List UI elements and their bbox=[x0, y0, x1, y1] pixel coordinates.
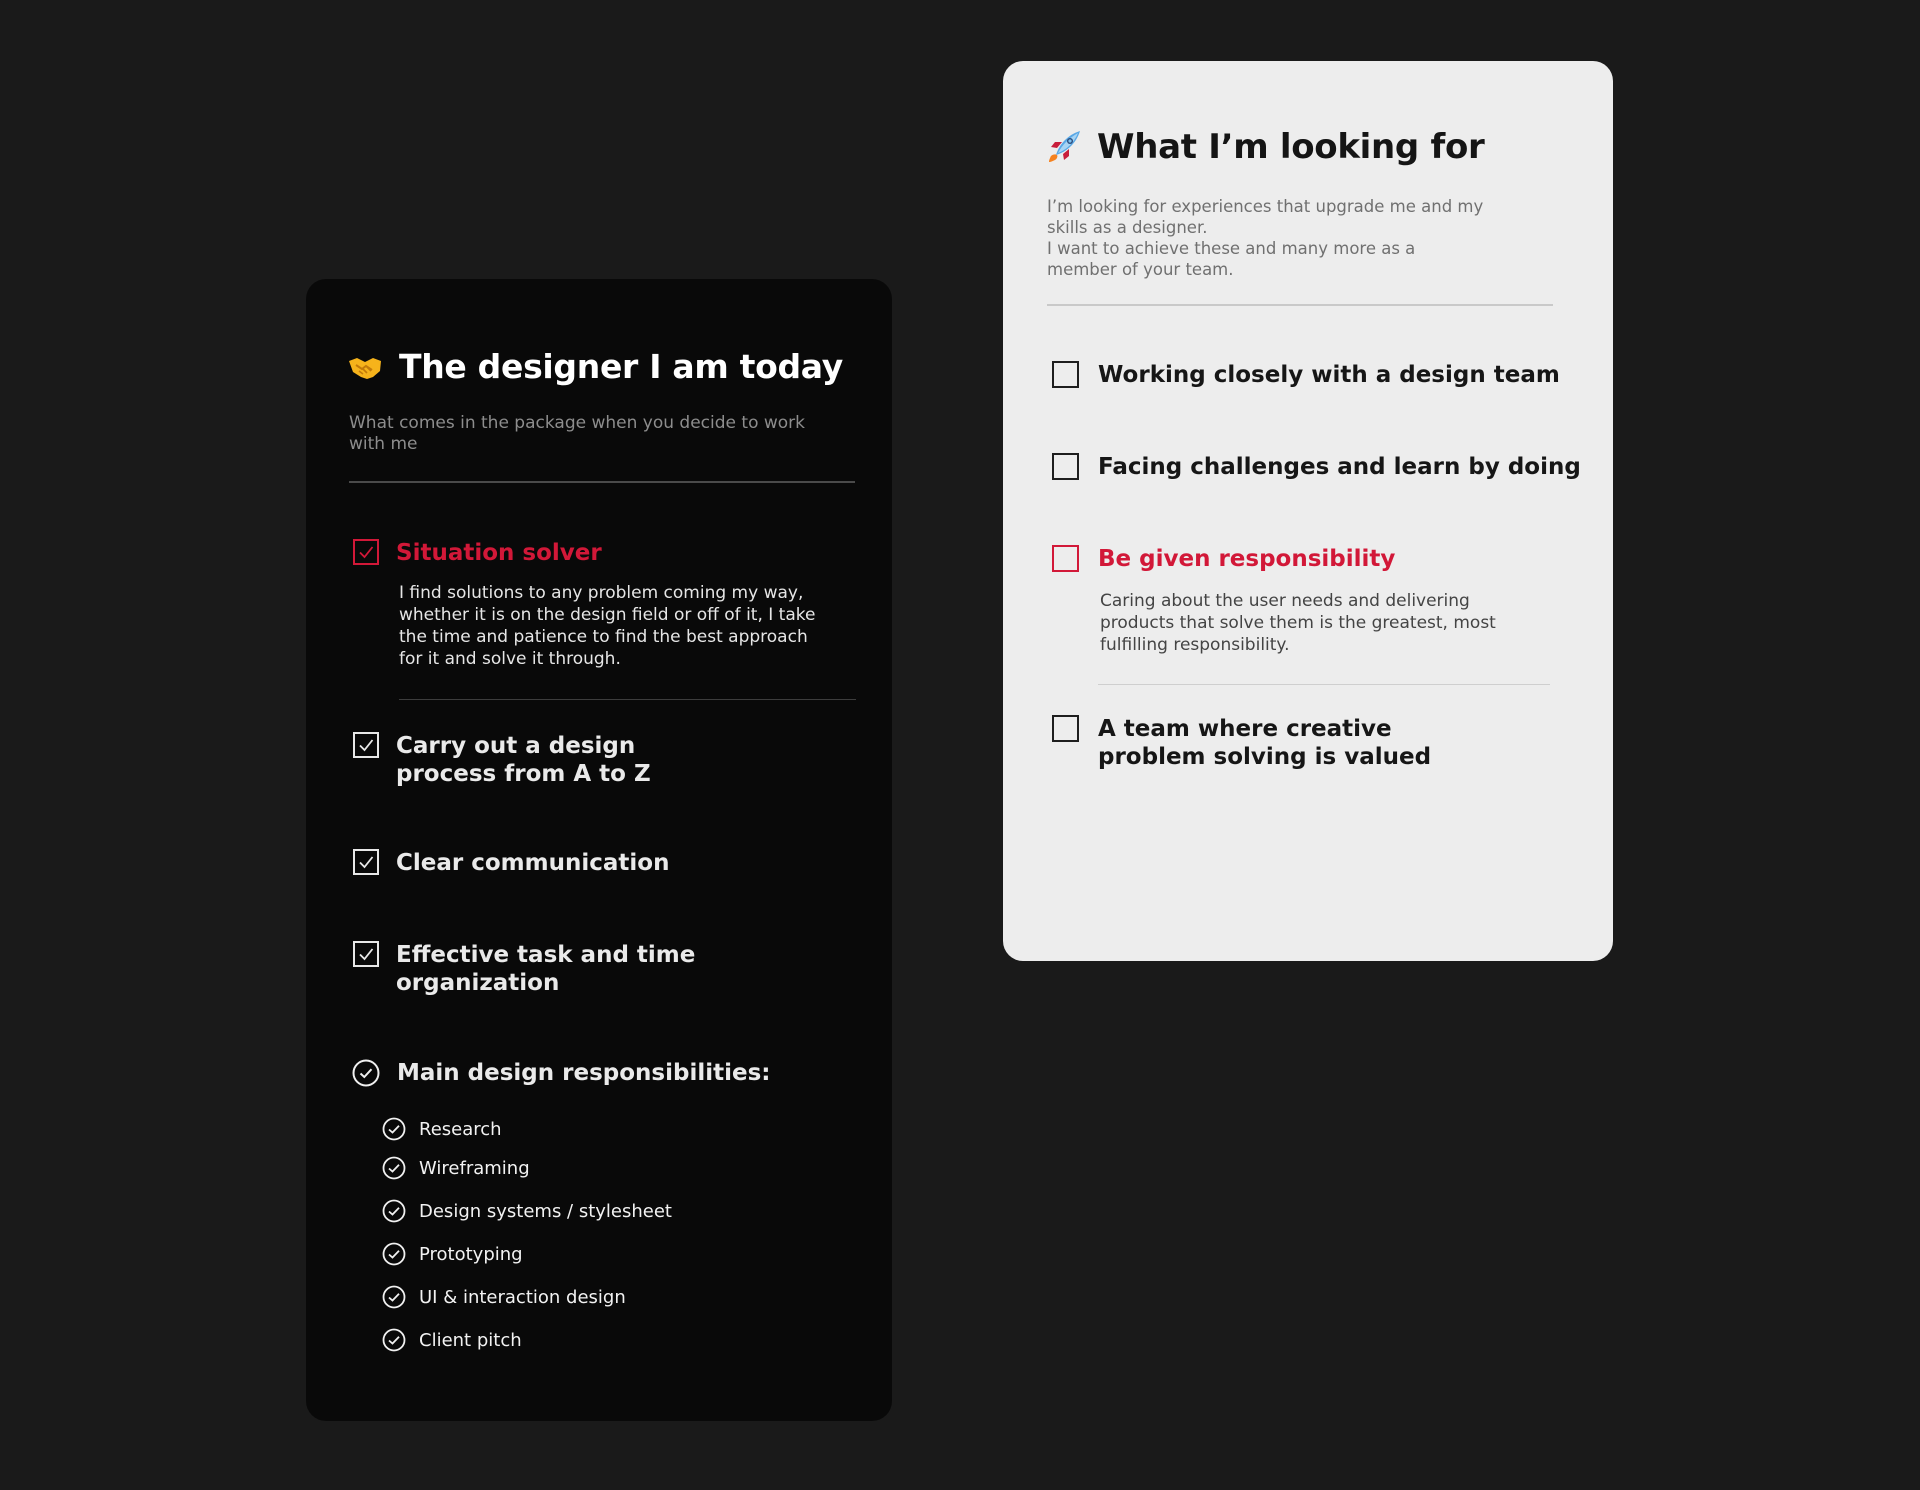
checklist-item-design-process[interactable] bbox=[353, 732, 726, 788]
checklist-item-label: Carry out a design process from A to Z bbox=[396, 733, 651, 787]
responsibilities-heading-label: Main design responsibilities: bbox=[397, 1060, 771, 1086]
looking-for-title: What I’m looking for bbox=[1097, 127, 1485, 167]
divider bbox=[1098, 684, 1550, 685]
designer-today-card bbox=[306, 279, 892, 1421]
looking-for-card bbox=[1003, 61, 1613, 961]
checklist-item-label: Clear communication bbox=[396, 850, 670, 876]
list-item-label: Client pitch bbox=[419, 1329, 522, 1351]
list-item-label: Wireframing bbox=[419, 1157, 530, 1179]
checklist-item-label: Facing challenges and learn by doing bbox=[1098, 454, 1581, 480]
checkbox-icon[interactable] bbox=[1052, 361, 1079, 388]
checklist-item-design-team[interactable] bbox=[1052, 361, 1560, 389]
check-circle-icon bbox=[382, 1285, 406, 1309]
list-item-label: Prototyping bbox=[419, 1243, 523, 1265]
divider bbox=[1047, 304, 1553, 306]
checklist-item-label: A team where creative problem solving is valued bbox=[1098, 716, 1432, 770]
checkbox-icon[interactable] bbox=[1052, 715, 1079, 742]
checked-checkbox-icon[interactable] bbox=[353, 941, 379, 967]
handshake-icon bbox=[347, 349, 383, 385]
checklist-item-situation-solver[interactable] bbox=[353, 539, 602, 567]
responsibilities-list bbox=[382, 1117, 672, 1352]
looking-for-header bbox=[1045, 127, 1485, 167]
list-item-label: Design systems / stylesheet bbox=[419, 1200, 672, 1222]
checklist-item-label: Be given responsibility bbox=[1098, 546, 1396, 572]
checkbox-icon[interactable] bbox=[1052, 545, 1079, 572]
checked-checkbox-icon[interactable] bbox=[353, 849, 379, 875]
checklist-item-responsibility[interactable] bbox=[1052, 545, 1395, 573]
check-circle-icon bbox=[382, 1242, 406, 1266]
designer-today-title: The designer I am today bbox=[399, 347, 843, 386]
situation-solver-description: I find solutions to any problem coming my way, whether it is on the design field or off of it, I take the time and patience to find the best approach for it and solve it through. bbox=[399, 583, 816, 669]
list-item bbox=[382, 1285, 672, 1309]
list-item bbox=[382, 1117, 672, 1141]
list-item bbox=[382, 1242, 672, 1266]
check-circle-icon bbox=[382, 1156, 406, 1180]
responsibility-description: Caring about the user needs and delivering products that solve them is the greatest, most fulfilling responsibility. bbox=[1100, 591, 1496, 655]
rocket-icon bbox=[1045, 128, 1083, 166]
check-circle-icon bbox=[382, 1117, 406, 1141]
checkbox-icon[interactable] bbox=[1052, 453, 1079, 480]
check-circle-icon bbox=[382, 1199, 406, 1223]
divider bbox=[349, 481, 855, 483]
checklist-item-task-organization[interactable] bbox=[353, 941, 696, 997]
list-item bbox=[382, 1328, 672, 1352]
checked-checkbox-icon[interactable] bbox=[353, 732, 379, 758]
looking-for-subtitle: I’m looking for experiences that upgrade me and my skills as a designer. I want to achieve these and many more as a member of your team. bbox=[1047, 197, 1484, 279]
designer-today-header bbox=[347, 347, 843, 386]
list-item bbox=[382, 1199, 672, 1223]
check-circle-icon bbox=[382, 1328, 406, 1352]
checklist-item-clear-communication[interactable] bbox=[353, 849, 669, 877]
divider bbox=[399, 699, 856, 700]
checklist-item-creative-team[interactable] bbox=[1052, 715, 1488, 771]
check-circle-icon bbox=[352, 1059, 380, 1087]
checklist-item-label: Effective task and time organization bbox=[396, 942, 696, 996]
list-item bbox=[382, 1156, 672, 1180]
list-item-label: UI & interaction design bbox=[419, 1286, 626, 1308]
list-item-label: Research bbox=[419, 1118, 502, 1140]
responsibilities-heading bbox=[352, 1059, 770, 1087]
checklist-item-label: Situation solver bbox=[396, 540, 602, 566]
checklist-item-label: Working closely with a design team bbox=[1098, 362, 1560, 388]
checked-checkbox-icon[interactable] bbox=[353, 539, 379, 565]
designer-today-subtitle: What comes in the package when you decide to work with me bbox=[349, 413, 806, 454]
checklist-item-facing-challenges[interactable] bbox=[1052, 453, 1581, 481]
